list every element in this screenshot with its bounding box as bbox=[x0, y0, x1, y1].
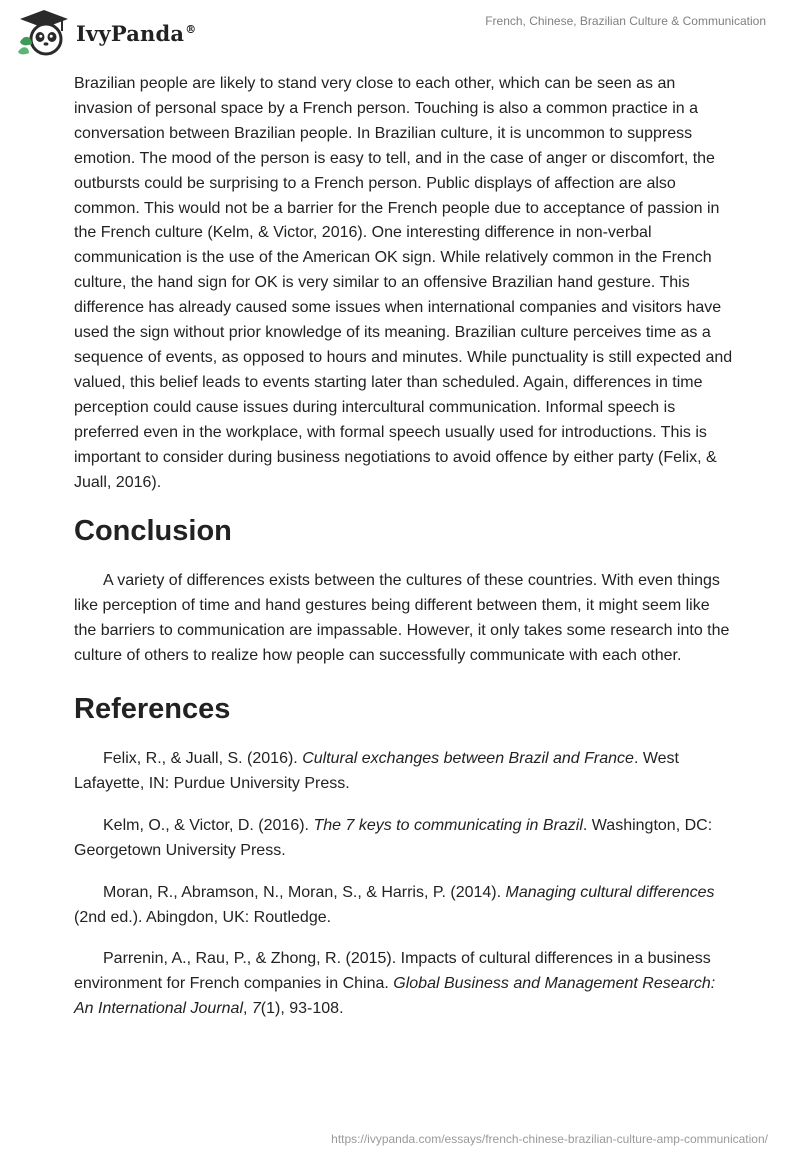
body-paragraph: Brazilian people are likely to stand very close to each other, which can be seen as an invasion of personal space by a French person. Touching is also a common practice in a conversation between Brazilian people. In Brazilian culture, it is uncommon to suppress emotion. The mood of the person is easy to tell, and in the case of anger or discomfort, the outbursts could be surprising to a French person. Public displays of affection are also common. This would not be a barrier for the French people due to acceptance of passion in the French culture (Kelm, & Victor, 2016). One interesting difference in non-verbal communication is the use of the American OK sign. While relatively common in the French culture, the hand sign for OK is very similar to an offensive Brazilian hand gesture. This difference has already caused some issues when international companies and visitors have used the sign without prior knowledge of its meaning. Brazilian culture perceives time as a sequence of events, as opposed to hours and minutes. While punctuality is still expected and valued, this belief leads to events starting later than scheduled. Again, differences in time perception could cause issues during intercultural communication. Informal speech is preferred even in the workplace, with formal speech usually used for introductions. This is important to consider during business negotiations to avoid offence by either party (Felix, & Juall, 2016). bbox=[74, 75, 733, 491]
registered-mark: ® bbox=[185, 22, 197, 36]
brand-name: IvyPanda® bbox=[76, 20, 197, 46]
document-title: French, Chinese, Brazilian Culture & Communication bbox=[485, 14, 766, 28]
essay-content bbox=[74, 72, 734, 1039]
source-url[interactable]: https://ivypanda.com/essays/french-chinese-brazilian-culture-amp-communication/ bbox=[331, 1132, 768, 1146]
panda-graduate-icon bbox=[16, 8, 72, 58]
reference-item: Parrenin, A., Rau, P., & Zhong, R. (2015). Impacts of cultural differences in a business environment for French companies in China. Global Business and Management Research: An International Journal, 7(1), 93-108. bbox=[74, 950, 716, 1018]
reference-item: Felix, R., & Juall, S. (2016). Cultural exchanges between Brazil and France. West Lafayette, IN: Purdue University Press. bbox=[74, 750, 679, 792]
ivypanda-logo[interactable] bbox=[16, 8, 196, 58]
references-heading: References bbox=[74, 693, 231, 726]
reference-item: Kelm, O., & Victor, D. (2016). The 7 keys to communicating in Brazil. Washington, DC: Georgetown University Press. bbox=[74, 816, 713, 859]
reference-item: Moran, R., Abramson, N., Moran, S., & Harris, P. (2014). Managing cultural differences (2nd ed.). Abingdon, UK: Routledge. bbox=[74, 883, 715, 926]
conclusion-paragraph: A variety of differences exists between the cultures of these countries. With even things like perception of time and hand gestures being different between them, it might seem like the barriers to communication are impassable. However, it only takes some research into the culture of others to realize how people can successfully communicate with each other. bbox=[74, 572, 730, 665]
conclusion-heading: Conclusion bbox=[74, 515, 232, 548]
page-header bbox=[0, 0, 800, 70]
